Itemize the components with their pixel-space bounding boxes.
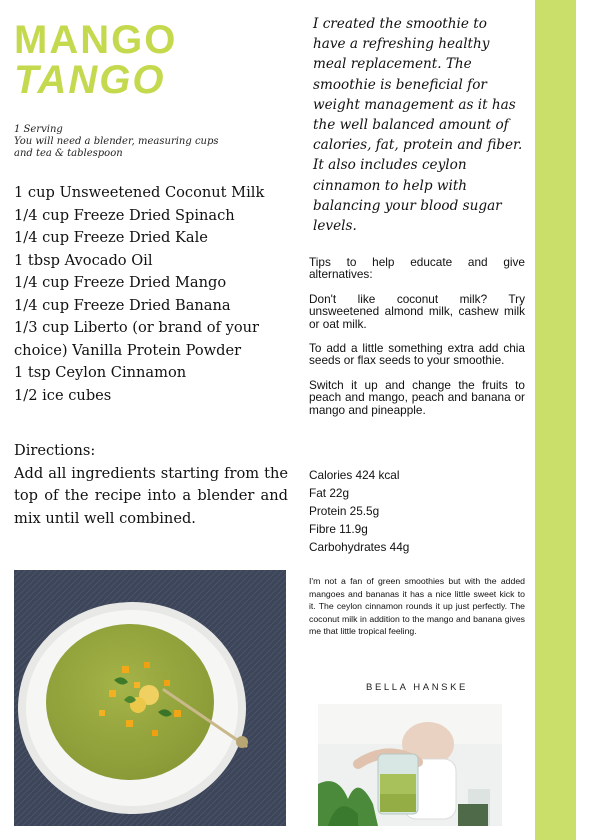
author-note: I'm not a fan of green smoothies but with the added mangoes and bananas it has a nice little sweet kick to it. The ceylon cinnamon rounds it up just perfectly. The coconut milk in addition to the mango and banana gives me that little tropical feeling. [309,576,525,637]
ingredient-item: 1 cup Unsweetened Coconut Milk [14,184,265,201]
serving-count: 1 Serving [14,124,63,135]
serving-info [14,124,294,160]
ingredient-item: 1 tsp Ceylon Cinnamon [14,364,187,381]
ingredient-item: 1/4 cup Freeze Dried Spinach [14,206,235,224]
nutrition-facts [309,466,509,556]
equipment-line-2: and tea & tablespoon [14,148,123,159]
ingredient-item: 1/3 cup Liberto (or brand of your choice) Vanilla Protein Powder [14,319,260,359]
blender-photo [318,704,502,826]
nutrition-calories: Calories 424 kcal [309,468,400,482]
ingredient-item: 1/4 cup Freeze Dried Kale [14,229,208,246]
title-line-2: TANGO [14,58,166,102]
nutrition-fat: Fat 22g [309,486,350,500]
nutrition-protein: Protein 25.5g [309,504,380,518]
smoothie-bowl-image [14,570,286,826]
recipe-title [14,20,177,100]
nutrition-fibre: Fibre 11.9g [309,522,368,536]
ingredient-item: 1/4 cup Freeze Dried Mango [14,274,227,291]
blender-image [318,704,502,826]
tips-section [309,256,525,428]
decorative-side-bar [535,0,576,840]
title-line-1: MANGO [14,18,178,62]
tip-item: Don't like coconut milk? Try unsweetened almond milk, cashew milk or oat milk. [309,291,525,331]
intro-text: I created the smoothie to have a refreshing healthy meal replacement. The smoothie is beneficial for weight management as it has the well balanced amount of calories, fat, protein and fiber. It also includes ceylon cinnamon to help with balancing your blood sugar levels. [313,16,523,235]
directions-section [14,440,288,530]
ingredient-item: 1 tbsp Avocado Oil [14,251,153,269]
nutrition-carbohydrates: Carbohydrates 44g [309,540,410,554]
directions-heading: Directions: [14,442,96,459]
directions-body: Add all ingredients starting from the top of the recipe into a blender and mix until well combined. [14,464,288,527]
author-name: BELLA HANSKE [366,682,468,693]
smoothie-bowl-photo [14,570,286,826]
ingredient-list [14,182,304,407]
tip-item: Switch it up and change the fruits to peach and mango, peach and banana or mango and pineapple. [309,377,525,417]
ingredient-item: 1/2 ice cubes [14,386,112,404]
tips-heading: Tips to help educate and give alternatives: [309,255,525,282]
tip-item: To add a little something extra add chia seeds or flax seeds to your smoothie. [309,341,525,368]
equipment-line-1: You will need a blender, measuring cups [14,136,219,147]
ingredient-item: 1/4 cup Freeze Dried Banana [14,296,231,314]
